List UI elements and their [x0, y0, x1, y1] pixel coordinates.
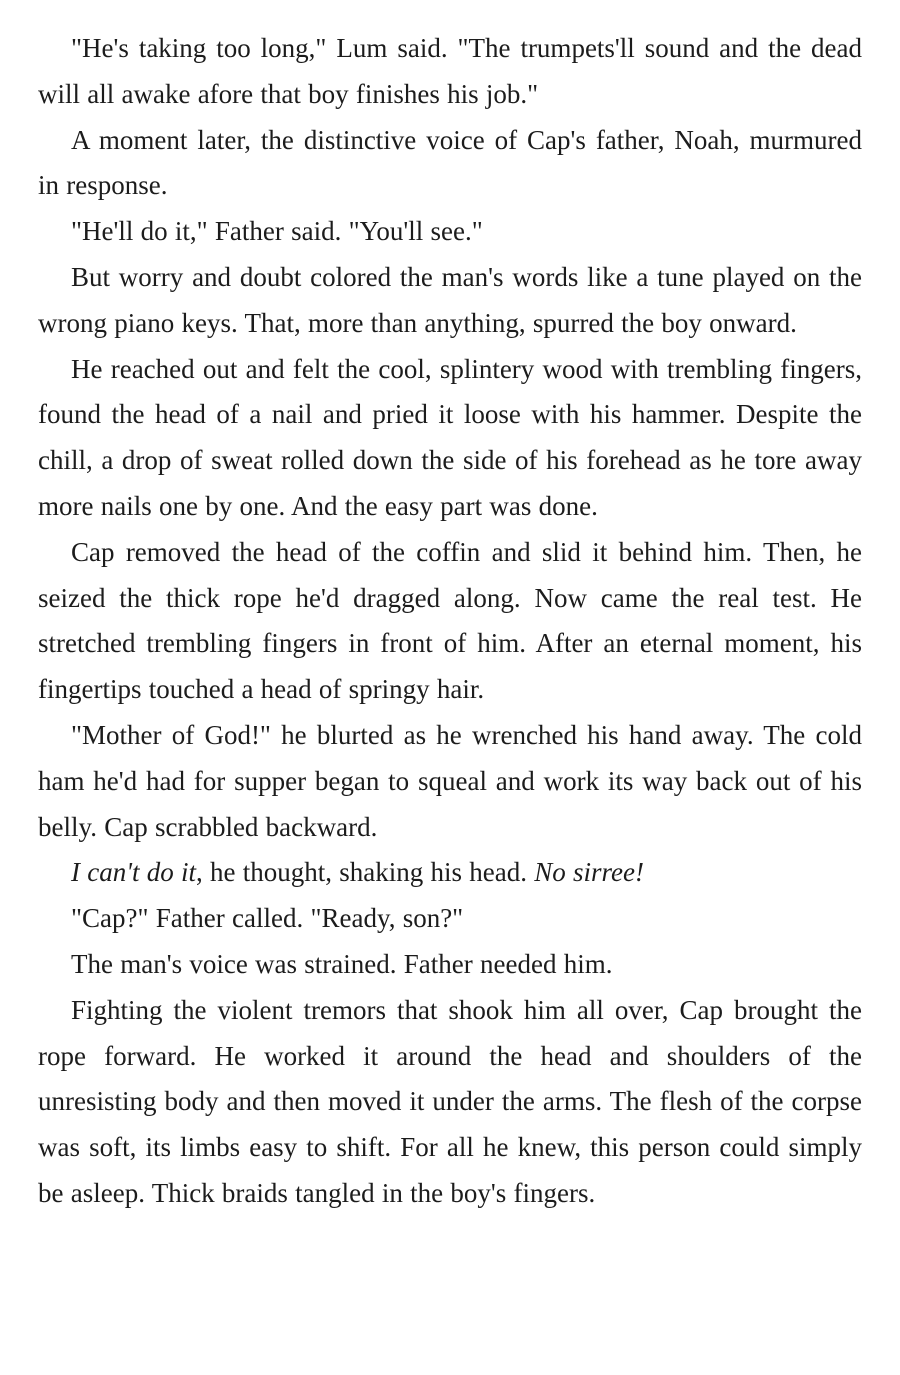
thought-italic-phrase: I can't do it [71, 857, 197, 888]
paragraph-father-reassures: "He'll do it," Father said. "You'll see." [71, 216, 483, 247]
paragraph-voice-strained: The man's voice was strained. Father needed him. [71, 948, 613, 979]
paragraph-mother-of-god: "Mother of God!" he blurted as he wrenched his hand away. The cold ham he'd had for supper began to squeal and work its way back out of his belly. Cap scrabbled backward. [38, 719, 862, 842]
paragraph-thought [38, 850, 862, 896]
paragraph-lum-speaks: "He's taking too long," Lum said. "The trumpets'll sound and the dead will all awake afore that boy finishes his job." [38, 33, 862, 109]
thought-italic-exclamation: No sirree! [534, 857, 644, 888]
paragraph-father-calls: "Cap?" Father called. "Ready, son?" [71, 903, 464, 934]
paragraph-fighting-tremors: Fighting the violent tremors that shook him all over, Cap brought the rope forward. He worked it around the head and shoulders of the unresisting body and then moved it under the arms. The flesh of the corpse was soft, its limbs easy to shift. For all he knew, this person could simply be asleep. Thick braids tangled in the boy's fingers. [38, 994, 862, 1208]
thought-narration: , he thought, shaking his head. [196, 857, 535, 888]
paragraph-noah-murmurs: A moment later, the distinctive voice of Cap's father, Noah, murmured in response. [38, 124, 862, 201]
paragraph-worry-and-doubt: But worry and doubt colored the man's words like a tune played on the wrong piano keys. That, more than anything, spurred the boy onward. [38, 261, 862, 338]
paragraph-coffin-head: Cap removed the head of the coffin and slid it behind him. Then, he seized the thick rope he'd dragged along. Now came the real test. He stretched trembling fingers in front of him. After an eternal moment, his fingertips touched a head of springy hair. [38, 536, 862, 705]
paragraph-prying-nails: He reached out and felt the cool, splintery wood with trembling fingers, found the head of a nail and pried it loose with his hammer. Despite the chill, a drop of sweat rolled down the side of his forehead as he tore away more nails one by one. And the easy part was done. [38, 353, 862, 521]
